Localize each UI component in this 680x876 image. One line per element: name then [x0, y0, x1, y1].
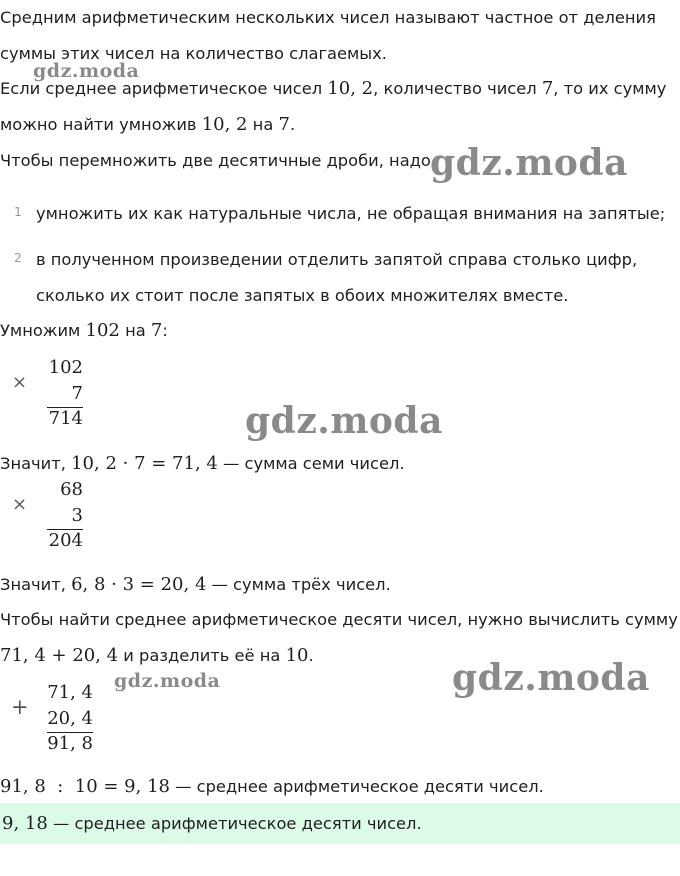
step-number: 1	[14, 204, 22, 219]
result: 91, 8	[47, 733, 93, 754]
operand-a: 71, 4	[47, 682, 93, 703]
math-value: 7	[541, 78, 554, 99]
step-2-text-line-2: сколько их стоит после запятых в обоих множителях вместе.	[36, 286, 569, 305]
text: :	[162, 321, 168, 340]
result: 204	[48, 530, 83, 551]
text: Если среднее арифметическое чисел	[0, 79, 328, 98]
operand-a: 68	[60, 479, 83, 500]
result: 714	[48, 408, 83, 429]
watermark-logo: gdz.moda	[430, 142, 628, 184]
math-expression: 10, 2 · 7 = 71, 4	[71, 453, 218, 474]
step-1-text: умножить их как натуральные числа, не обращая внимания на запятые;	[36, 204, 666, 223]
step-number: 2	[14, 250, 22, 265]
rule-intro: Чтобы перемножить две десятичные дроби, надо:	[0, 151, 437, 170]
text: Значит,	[0, 454, 72, 473]
math-expression: 91, 8 : 10 = 9, 18	[0, 776, 170, 797]
multiply-sign: ×	[12, 372, 28, 393]
answer-text	[2, 813, 422, 835]
math-value: 9, 18	[2, 813, 48, 834]
plus-sign: +	[11, 695, 29, 719]
sum-explanation-line-2	[0, 114, 295, 136]
math-expression: 6, 8 · 3 = 20, 4	[71, 574, 207, 595]
definition-line-2: суммы этих чисел на количество слагаемых.	[0, 44, 387, 63]
text: Значит,	[0, 575, 72, 594]
math-value: 10, 2	[327, 78, 374, 99]
text: — сумма трёх чисел.	[206, 575, 391, 594]
operand-b: 3	[71, 505, 83, 526]
average-explanation-line-2	[0, 645, 314, 667]
calc1-column	[47, 357, 83, 430]
definition-line-1: Средним арифметическим нескольких чисел называют частное от деления	[0, 8, 656, 27]
multiply-sign: ×	[12, 494, 28, 515]
watermark-logo: gdz.moda	[452, 657, 650, 699]
text: — сумма семи чисел.	[217, 454, 405, 473]
text: , количество чисел	[373, 79, 542, 98]
text: и разделить её на	[118, 646, 286, 665]
text: .	[289, 115, 296, 134]
average-explanation-line-1: Чтобы найти среднее арифметическое десяти чисел, нужно вычислить сумму	[0, 610, 678, 629]
division-line	[0, 776, 544, 798]
text: на	[247, 115, 279, 134]
math-value: 7	[150, 320, 163, 341]
math-value: 102	[85, 320, 120, 341]
text: на	[119, 321, 151, 340]
watermark-logo: gdz.moda	[33, 60, 140, 82]
math-value: 10	[285, 645, 309, 666]
calc3-column	[47, 682, 93, 755]
watermark-logo: gdz.moda	[114, 670, 221, 692]
calc2-conclusion	[0, 574, 391, 596]
text: — среднее арифметическое десяти чисел.	[169, 777, 544, 796]
text: , то их сумму	[553, 79, 667, 98]
calc2-column	[47, 479, 83, 552]
operand-b: 7	[71, 383, 83, 404]
math-expression: 71, 4 + 20, 4	[0, 645, 119, 666]
operand-b: 20, 4	[47, 708, 93, 729]
math-value: 7	[278, 114, 290, 135]
watermark-logo: gdz.moda	[245, 400, 443, 442]
math-value: 10, 2	[201, 114, 248, 135]
text: .	[308, 646, 314, 665]
calc1-intro	[0, 320, 168, 342]
text: — среднее арифметическое десяти чисел.	[47, 814, 422, 833]
operand-a: 102	[48, 357, 83, 378]
step-2-text-line-1: в полученном произведении отделить запятой справа столько цифр,	[36, 250, 638, 269]
calc1-conclusion	[0, 453, 405, 475]
text: Умножим	[0, 321, 86, 340]
text: можно найти умножив	[0, 115, 202, 134]
